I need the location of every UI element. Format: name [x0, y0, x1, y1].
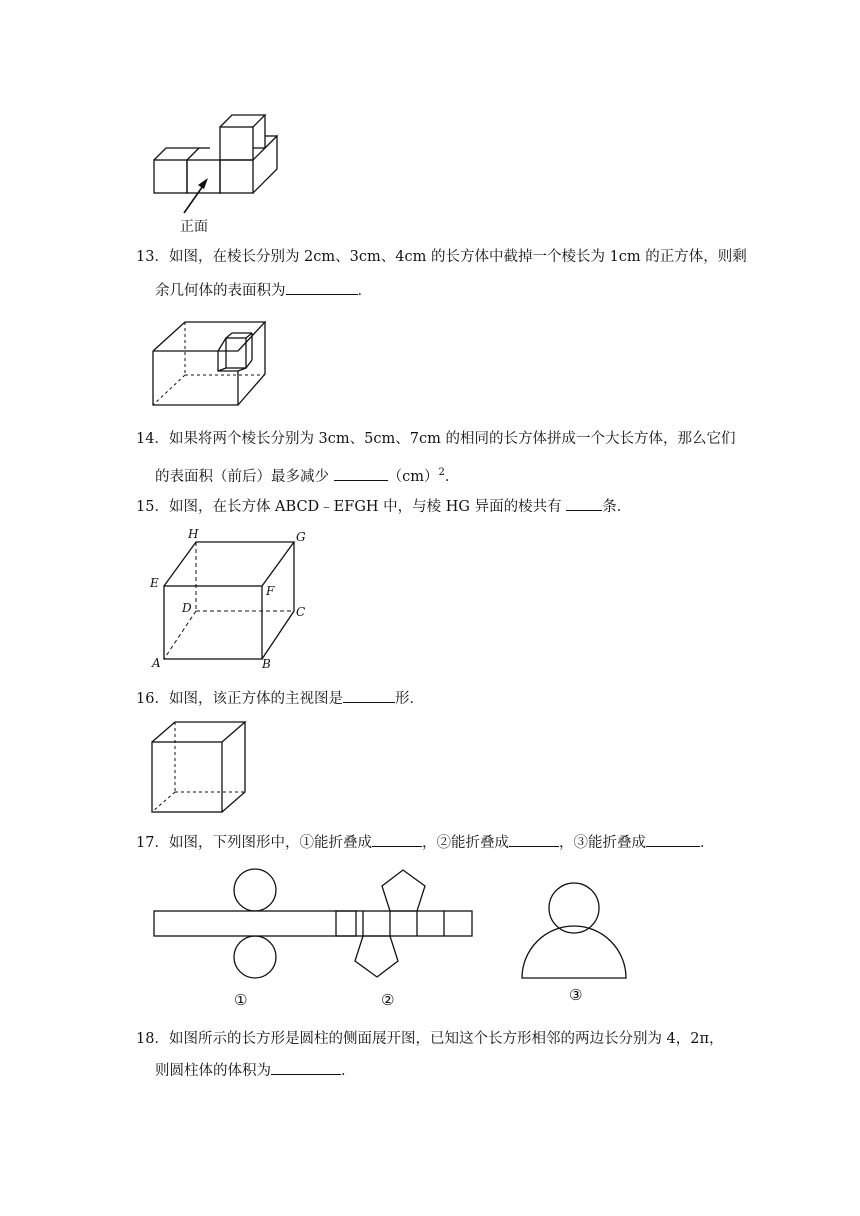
answer-blank[interactable] — [271, 1060, 341, 1075]
question-text: 如果将两个棱长分别为 3cm、5cm、7cm 的相同的长方体拼成一个大长方体，那么它们 — [168, 431, 736, 447]
answer-blank[interactable] — [286, 280, 358, 295]
question-14 — [136, 428, 735, 450]
vertex-label-e: E — [150, 576, 159, 590]
net-3-label: ③ — [569, 986, 583, 1004]
question-text: 的表面积（前后）最多减少 — [155, 468, 334, 485]
figure-q17-nets — [148, 860, 630, 1010]
vertex-label-g: G — [296, 530, 306, 544]
answer-blank-3[interactable] — [646, 832, 700, 847]
question-13-line2: 余几何体的表面积为 ． — [155, 280, 372, 302]
choice-3-text: ③能折叠成 — [573, 835, 646, 851]
question-18-line2: 则圆柱体的体积为 ． — [155, 1060, 356, 1082]
vertex-label-f: F — [266, 584, 275, 598]
question-text: 如图所示的长方形是圆柱的侧面展开图，已知这个长方形相邻的两边长分别为 4，2π， — [168, 1031, 724, 1047]
net-1-label: ① — [234, 991, 248, 1009]
vertex-label-b: B — [262, 657, 271, 670]
front-label: 正面 — [180, 219, 208, 235]
question-text: 如图，该正方体的主视图是 — [168, 691, 343, 707]
question-number: 18． — [136, 1031, 169, 1047]
vertex-label-c: C — [296, 605, 306, 619]
question-text-end: 形． — [394, 691, 424, 707]
question-text: 则圆柱体的体积为 — [155, 1063, 271, 1079]
question-number: 17． — [136, 835, 169, 851]
question-text: 如图，下列图形中， — [168, 835, 300, 851]
vertex-label-h: H — [188, 527, 199, 541]
figure-q13-cut-cuboid — [148, 318, 272, 410]
question-text-end: 条． — [602, 499, 632, 515]
question-number: 16． — [136, 691, 169, 707]
answer-blank-2[interactable] — [509, 832, 559, 847]
answer-blank[interactable] — [343, 688, 395, 703]
question-number: 14． — [136, 431, 169, 447]
question-number: 13． — [136, 249, 169, 265]
vertex-label-a: A — [152, 656, 161, 670]
question-number: 15． — [136, 499, 169, 515]
answer-blank-1[interactable] — [372, 832, 422, 847]
question-17: 17．如图，下列图形中，①能折叠成 ，②能折叠成 ，③能折叠成 ． — [136, 832, 714, 854]
figure-q15-cuboid — [146, 524, 314, 670]
figure-q12-cubes — [148, 110, 288, 235]
question-text: 余几何体的表面积为 — [155, 283, 286, 299]
answer-blank[interactable] — [334, 466, 388, 481]
unit-exponent: 2 — [438, 467, 445, 478]
question-13 — [136, 246, 747, 268]
vertex-label-d: D — [182, 601, 192, 615]
question-text: 如图，在棱长分别为 2cm、3cm、4cm 的长方体中截掉一个棱长为 1cm 的正方体，则剩 — [168, 249, 747, 265]
choice-2-text: ②能折叠成 — [436, 835, 509, 851]
question-16 — [136, 688, 424, 710]
choice-1-text: ①能折叠成 — [299, 835, 372, 851]
question-text: 如图，在长方体 ABCD﹣EFGH 中，与棱 HG 异面的棱共有 — [168, 499, 567, 515]
question-15 — [136, 496, 631, 518]
net-2-label: ② — [381, 991, 395, 1009]
figure-q16-cube — [148, 718, 250, 818]
answer-blank[interactable] — [566, 496, 602, 511]
question-14-line2: 的表面积（前后）最多减少 （cm）$^2$． — [155, 467, 460, 485]
question-18 — [136, 1028, 724, 1050]
unit-text: （cm） — [387, 468, 439, 485]
